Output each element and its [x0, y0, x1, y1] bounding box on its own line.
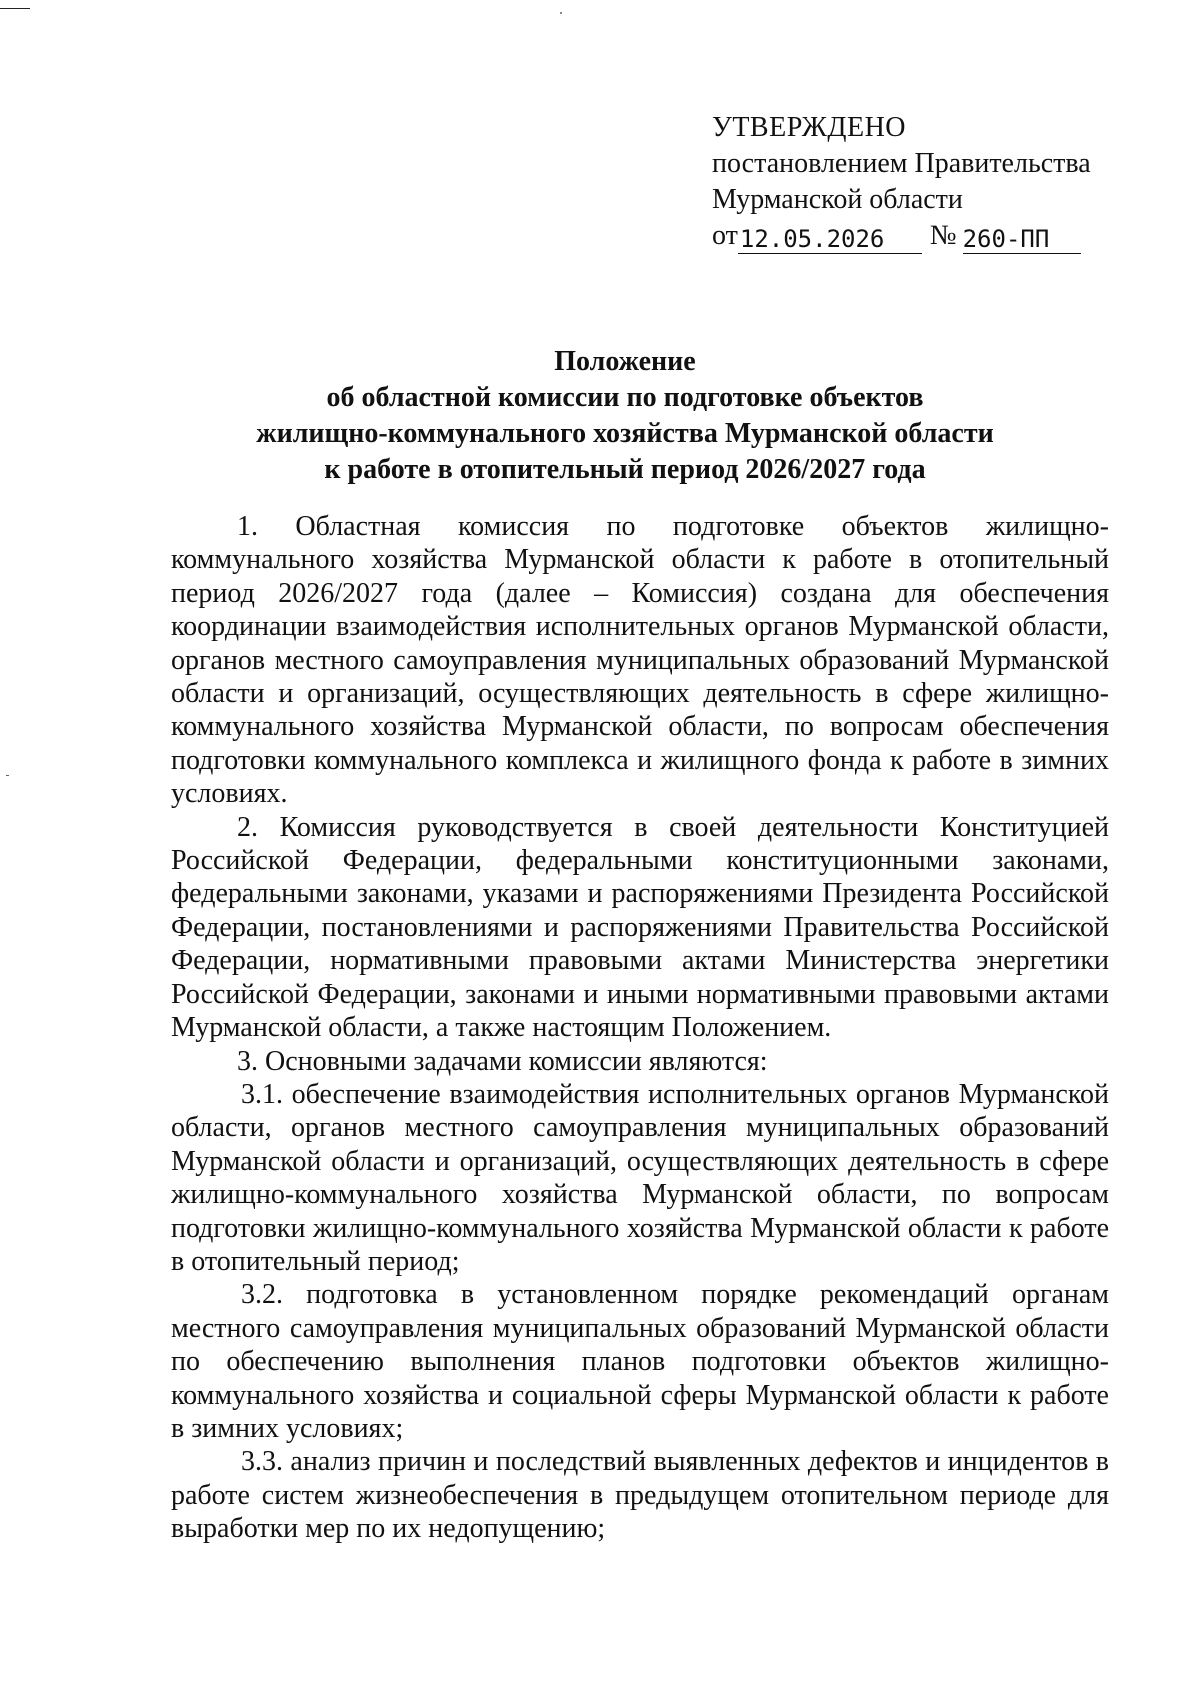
scan-artifact-top [0, 8, 30, 9]
scan-artifact-left [6, 775, 9, 776]
approval-date-number-line [712, 218, 1112, 254]
paragraph-3-3: 3.3. анализ причин и последствий выявленных дефектов и инцидентов в работе систем жизнеобеспечения в предыдущем отопительном периоде для выработки мер по их недопущению; [171, 1446, 1109, 1545]
approval-issuer-line: постановлением Правительства [712, 148, 1091, 179]
title-line-2: об областной комиссии по подготовке объектов [326, 382, 924, 413]
date-prefix: от [712, 220, 738, 251]
paragraph-3-1: 3.1. обеспечение взаимодействия исполнительных органов Мурманской области, органов местного самоуправления муниципальных образований Мурманской области и организаций, осуществляющих деятельность в сфере жилищно-коммунального хозяйства Мурманской области, по вопросам подготовки жилищно-коммунального хозяйства Мурманской области к работе в отопительный период; [171, 1078, 1109, 1277]
approved-label: УТВЕРЖДЕНО [712, 112, 907, 143]
approval-number-field: 260-ПП [963, 225, 1081, 254]
approval-date-field: 12.05.2026 [738, 225, 922, 254]
number-sign: № [929, 220, 957, 251]
paragraph-3: 3. Основными задачами комиссии являются: [237, 1045, 768, 1077]
title-line-3: жилищно-коммунального хозяйства Мурманской области [256, 418, 994, 449]
approval-region-line: Мурманской области [712, 184, 963, 215]
paragraph-2: 2. Комиссия руководствуется в своей деятельности Конституцией Российской Федерации, федеральными конституционными законами, федеральными законами, указами и распоряжениями Президента Российской Федерации, постановлениями и распоряжениями Правительства Российской Федерации, нормативными правовыми актами Министерства энергетики Российской Федерации, законами и иными нормативными правовыми актами Мурманской области, а также настоящим Положением. [171, 811, 1109, 1044]
title-line-4: к работе в отопительный период 2026/2027 года [324, 454, 926, 485]
document-body [171, 510, 1109, 1546]
paragraph-3-2: 3.2. подготовка в установленном порядке рекомендаций органам местного самоуправления муниципальных образований Мурманской области по обеспечению выполнения планов подготовки объектов жилищно-коммунального хозяйства и социальной сферы Мурманской области к работе в зимних условиях; [171, 1279, 1109, 1444]
approval-stamp-block [712, 110, 1112, 254]
scan-artifact-dot [560, 12, 562, 14]
document-title [160, 344, 1090, 488]
title-line-1: Положение [554, 346, 696, 377]
paragraph-1: 1. Областная комиссия по подготовке объектов жилищно-коммунального хозяйства Мурманской области к работе в отопительный период 2026/2027 года (далее – Комиссия) создана для обеспечения координации взаимодействия исполнительных органов Мурманской области, органов местного самоуправления муниципальных образований Мурманской области и организаций, осуществляющих деятельность в сфере жилищно-коммунального хозяйства Мурманской области, по вопросам обеспечения подготовки коммунального комплекса и жилищного фонда к работе в зимних условиях. [171, 511, 1109, 810]
